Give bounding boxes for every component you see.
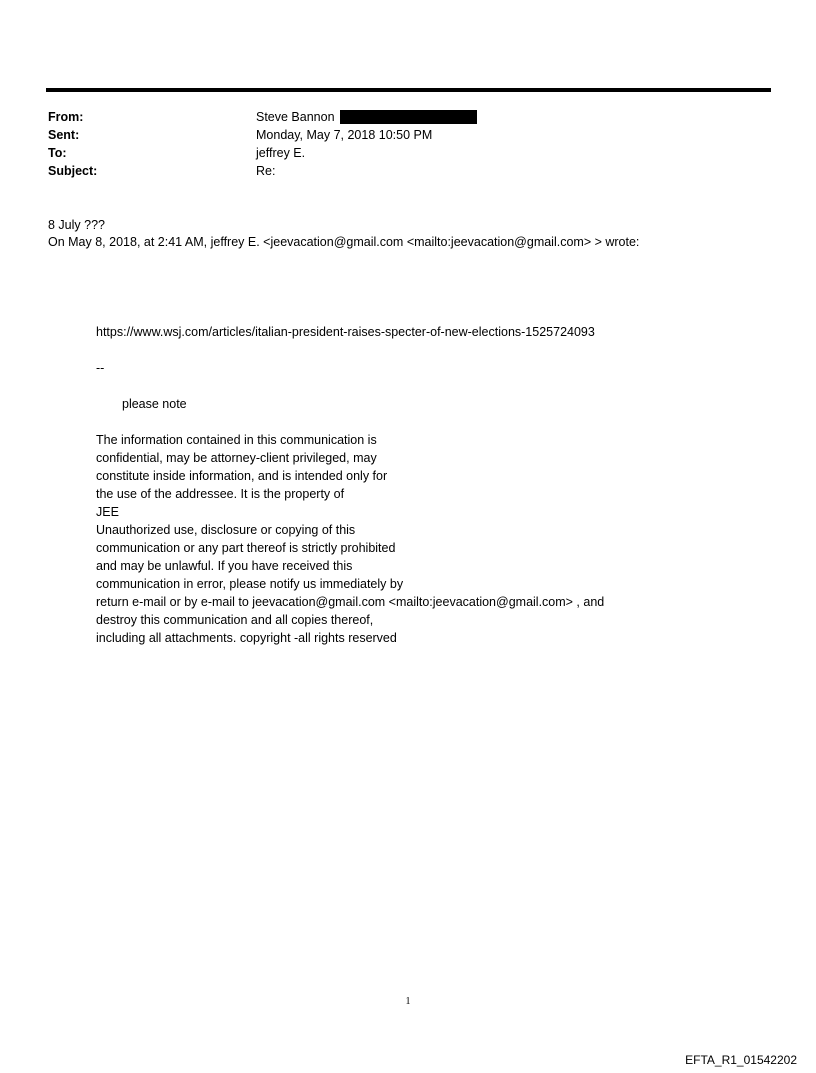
page-number: 1 bbox=[405, 996, 411, 1007]
to-row bbox=[48, 144, 477, 162]
disclaimer-line: the use of the addressee. It is the property of bbox=[96, 487, 345, 501]
from-value-wrap bbox=[256, 108, 477, 126]
sent-value: Monday, May 7, 2018 10:50 PM bbox=[256, 128, 433, 142]
article-link[interactable]: https://www.wsj.com/articles/italian-president-raises-specter-of-new-elections-1525724093 bbox=[96, 325, 595, 339]
disclaimer-line: return e-mail or by e-mail to jeevacation@gmail.com <mailto:jeevacation@gmail.com> , and bbox=[96, 595, 605, 609]
to-value: jeffrey E. bbox=[256, 146, 306, 160]
subject-label: Subject: bbox=[48, 164, 98, 178]
signature-separator: -- bbox=[96, 361, 105, 375]
subject-row bbox=[48, 162, 477, 180]
disclaimer-line: including all attachments. copyright -all rights reserved bbox=[96, 631, 397, 645]
from-label: From: bbox=[48, 110, 84, 124]
sent-row bbox=[48, 126, 477, 144]
disclaimer-line: and may be unlawful. If you have received this bbox=[96, 559, 353, 573]
to-label: To: bbox=[48, 146, 67, 160]
document-id: EFTA_R1_01542202 bbox=[685, 1053, 797, 1067]
header-divider bbox=[46, 88, 771, 92]
disclaimer-line: destroy this communication and all copies thereof, bbox=[96, 613, 374, 627]
from-row bbox=[48, 108, 477, 126]
quote-intro: On May 8, 2018, at 2:41 AM, jeffrey E. <jeevacation@gmail.com <mailto:jeevacation@gmail.com> > wrote: bbox=[48, 235, 640, 249]
disclaimer-line: The information contained in this communication is bbox=[96, 433, 377, 447]
redaction-box bbox=[340, 110, 477, 124]
disclaimer-line: confidential, may be attorney-client privileged, may bbox=[96, 451, 377, 465]
confidentiality-disclaimer bbox=[96, 431, 604, 647]
disclaimer-line: Unauthorized use, disclosure or copying of this bbox=[96, 523, 356, 537]
please-note: please note bbox=[122, 397, 187, 411]
subject-value: Re: bbox=[256, 164, 276, 178]
disclaimer-line: communication or any part thereof is strictly prohibited bbox=[96, 541, 396, 555]
disclaimer-line: communication in error, please notify us immediately by bbox=[96, 577, 404, 591]
reply-text: 8 July ??? bbox=[48, 218, 105, 232]
from-value: Steve Bannon bbox=[256, 110, 335, 124]
sent-label: Sent: bbox=[48, 128, 80, 142]
disclaimer-line: constitute inside information, and is intended only for bbox=[96, 469, 388, 483]
email-header bbox=[48, 108, 477, 180]
disclaimer-line: JEE bbox=[96, 505, 119, 519]
